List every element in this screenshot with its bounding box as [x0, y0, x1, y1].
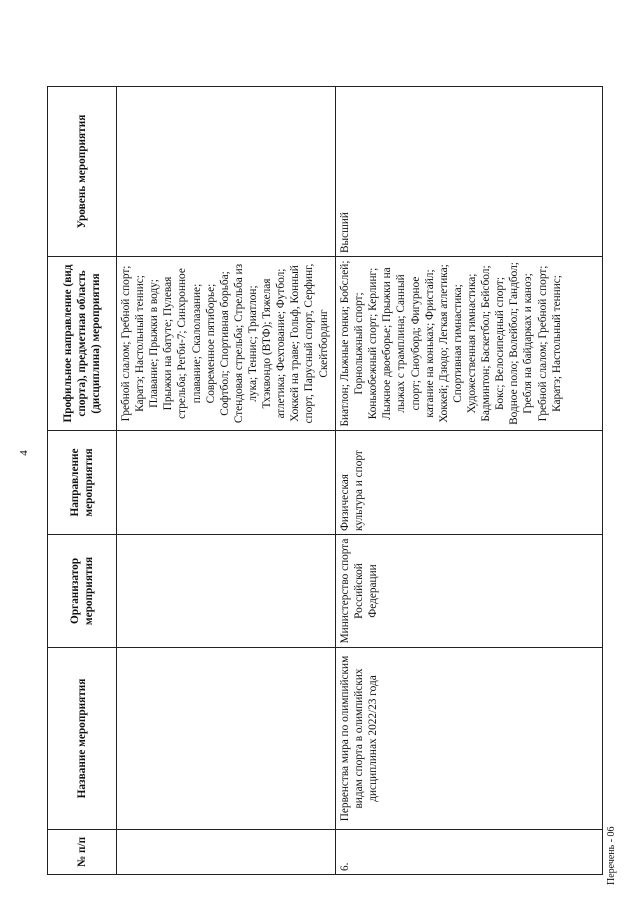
cell-level: Высший: [336, 87, 603, 257]
page-number: 4: [18, 450, 30, 456]
cell-profile: Гребной слалом; Гребной спорт; Каратэ; Настольный теннис; Плавание; Прыжки в воду; Прыжки на батуте; Пулевая стрельба; Регби-7; Синхронное плавание; Скалолазание; Современное пятиборье; Софтбол; Спортивная борьба; Стендовая стрельба; Стрельба из лука; Теннис; Триатлон; Тхэквондо (ВТФ); Тяжелая атлетика; Фехтование; Футбол; Хоккей на траве; Гольф, Конный спорт, Парусный спорт, Серфинг, Скейтбординг: [117, 257, 336, 431]
table-row: [336, 87, 603, 875]
cell-level: [117, 87, 336, 257]
header-num: № п/п: [48, 830, 117, 875]
cell-name: [117, 648, 336, 830]
cell-name: Первенства мира по олимпийским видам спорта в олимпийских дисциплинах 2022/23 года: [336, 648, 603, 830]
cell-organizer: Министерство спорта Российской Федерации: [336, 535, 603, 648]
header-profile: Профильное направление (вид спорта), предметная область (дисциплина) мероприятия: [48, 257, 117, 431]
cell-num: [117, 830, 336, 875]
events-table: [47, 86, 603, 875]
header-direction: Направление мероприятия: [48, 431, 117, 535]
cell-direction: Физическая культура и спорт: [336, 431, 603, 535]
header-organizer: Организатор мероприятия: [48, 535, 117, 648]
header-name: Название мероприятия: [48, 648, 117, 830]
cell-num: 6.: [336, 830, 603, 875]
footer-text: Перечень - 06: [606, 826, 617, 885]
cell-profile: Биатлон; Лыжные гонки; Бобслей; Горнолыжный спорт; Конькобежный спорт; Керлинг; Лыжное двоеборье; Прыжки на лыжах с трамплина; Санный спорт; Сноуборд; Фигурное катание на коньках; Фристайл; Хоккей; Дзюдо; Легкая атлетика; Спортивная гимнастика; Художественная гимнастика; Бадминтон; Баскетбол; Бейсбол; Бокс; Велосипедный спорт; Водное поло; Волейбол; Гандбол; Гребля на байдарках и каноэ; Гребной слалом; Гребной спорт; Каратэ; Настольный теннис;: [336, 257, 603, 431]
cell-direction: [117, 431, 336, 535]
header-level: Уровень мероприятия: [48, 87, 117, 257]
table-header-row: [48, 87, 117, 875]
table-row: [117, 87, 336, 875]
cell-organizer: [117, 535, 336, 648]
